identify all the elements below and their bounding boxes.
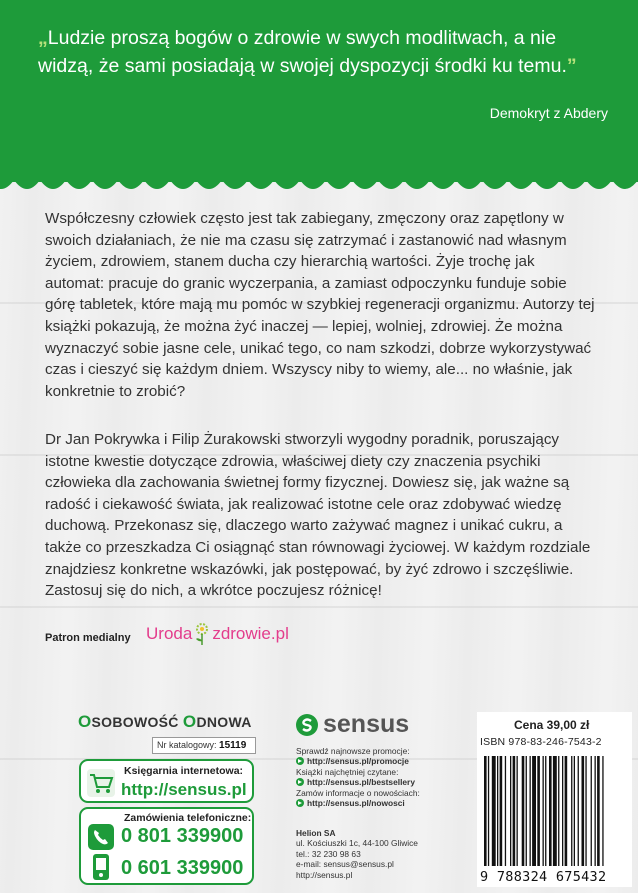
company-name: Helion SA xyxy=(296,828,336,838)
arrow-right-icon xyxy=(296,757,304,765)
shopping-cart-icon xyxy=(87,769,115,797)
barcode-digits: 9 788324 675432 xyxy=(480,869,607,885)
news-link[interactable]: http://sensus.pl/nowosci xyxy=(307,798,405,809)
uroda-zdrowie-logo xyxy=(146,622,289,646)
promo-link[interactable]: http://sensus.pl/promocje xyxy=(307,756,409,767)
arrow-right-icon xyxy=(296,799,304,807)
series-logo xyxy=(78,712,252,732)
quote-text xyxy=(38,24,608,80)
publisher-links xyxy=(296,746,466,808)
online-shop-box xyxy=(79,759,254,803)
promo-label: Sprawdź najnowsze promocje: xyxy=(296,746,410,756)
phone-icon xyxy=(87,823,115,851)
barcode-bar xyxy=(537,756,540,866)
barcode-bar xyxy=(591,756,592,866)
barcode-bar xyxy=(505,756,506,866)
barcode-bar xyxy=(562,756,563,866)
barcode-bar xyxy=(530,756,531,866)
barcode-icon xyxy=(480,756,630,866)
barcode-bar xyxy=(549,756,552,866)
news-link-row[interactable] xyxy=(296,798,466,808)
company-www[interactable]: http://sensus.pl xyxy=(296,869,353,880)
barcode-bar xyxy=(597,756,600,866)
barcode-bar xyxy=(602,756,603,866)
barcode-bar xyxy=(543,756,544,866)
series-word1: SOBOWOŚĆ xyxy=(91,714,179,730)
barcode-bar xyxy=(492,756,496,866)
barcode-bar xyxy=(574,756,575,866)
shop-label: Księgarnia internetowa: xyxy=(124,765,244,777)
patron-label: Patron medialny xyxy=(45,632,131,644)
price: Cena 39,00 zł xyxy=(514,718,590,732)
flower-icon xyxy=(192,622,212,646)
series-o2: O xyxy=(182,712,197,731)
series-word2: DNOWA xyxy=(196,714,252,730)
barcode-bar xyxy=(558,756,559,866)
uroda-logo-right: zdrowie.pl xyxy=(212,624,289,643)
barcode-bar xyxy=(553,756,557,866)
barcode-bar xyxy=(500,756,503,866)
barcode-bar xyxy=(488,756,489,866)
landline-number[interactable]: 0 801 339900 xyxy=(121,825,244,847)
description-paragraph-2: Dr Jan Pokrywka i Filip Żurakowski stworzyli wygodny poradnik, poruszający istotne kwestie dotyczące zdrowia, właściwej diety czy znaczenia psychiki człowieka dla zachowania świetnej formy fizycznej. Dowiesz się, jak ważne są radość i ciekawość świata, jak realizować istotne cele oraz zdobywać wiedzę duchową. Przekonasz się, dlaczego warto zażywać magnez i unikać cukru, a także co przeszkadza Ci osiągnąć stan równowagi życiowej. W każdym rozdziale znajdziesz konkretne wskazówki, jak postępować, by żyć zdrowo i szczęśliwie. Zastosuj się do nich, a wkrótce poczujesz różnicę! xyxy=(45,431,591,600)
barcode-bar xyxy=(578,756,579,866)
barcode-bar xyxy=(565,756,568,866)
company-address: ul. Kościuszki 1c, 44-100 Gliwice xyxy=(296,838,418,849)
barcode-bar xyxy=(582,756,585,866)
series-o1: O xyxy=(78,712,92,731)
news-label: Zamów informacje o nowościach: xyxy=(296,787,420,798)
barcode-bar xyxy=(522,756,525,866)
sensus-s-icon xyxy=(295,713,319,737)
sensus-logo xyxy=(295,710,409,739)
promo-link-row[interactable] xyxy=(296,756,466,766)
barcode-bar xyxy=(497,756,498,866)
price-barcode-box xyxy=(477,712,632,887)
barcode-bar xyxy=(513,756,516,866)
barcode-bar xyxy=(545,756,546,866)
bestseller-label: Książki najchętniej czytane: xyxy=(296,766,399,777)
barcode-bar xyxy=(510,756,511,866)
bestseller-link[interactable]: http://sensus.pl/bestsellery xyxy=(307,777,415,788)
quote-open-mark: „ xyxy=(38,27,48,49)
barcode-bar xyxy=(595,756,596,866)
quote-author: Demokryt z Abdery xyxy=(489,105,608,121)
catalog-number: 15119 xyxy=(219,740,247,751)
barcode-bar xyxy=(526,756,527,866)
quote-close-mark: ” xyxy=(566,55,577,77)
company-tel: tel.: 32 230 98 63 xyxy=(296,848,361,859)
mobile-phone-icon xyxy=(87,853,115,881)
mobile-number[interactable]: 0 601 339900 xyxy=(121,857,244,879)
phone-label: Zamówienia telefoniczne: xyxy=(124,812,252,824)
phone-orders-box xyxy=(79,807,254,885)
barcode-bar xyxy=(585,756,586,866)
barcode-bar xyxy=(571,756,572,866)
quote-body: Ludzie proszą bogów o zdrowie w swych modlitwach, a nie widzą, że sami posiadają w swojej dyspozycji środki ku temu. xyxy=(38,27,567,77)
shop-url[interactable]: http://sensus.pl xyxy=(121,780,247,799)
uroda-logo-left: Uroda xyxy=(146,624,193,643)
description-paragraph-1: Współczesny człowiek często jest tak zabiegany, zmęczony oraz zapętlony w swoich działaniach, że nie ma czasu się zatrzymać i zastanowić nad własnym życiem, zdrowiem, stanem ducha czy hierarchią wartości. Żyje trochę jak automat: pracuje do granic wyczerpania, a zamiast odpoczynku funduje sobie górę tabletek, które mają mu pomóc w szybkiej regeneracji organizmu. Autorzy tej książki pokazują, że można żyć inaczej — lepiej, wolniej, zdrowiej. Że można wyznaczyć sobie jasne cele, unikać tego, co nam szkodzi, dobrze wykorzystywać czas i cieszyć się każdym dniem. Wszyscy niby to wiemy, ale... no właśnie, jak konkretnie to zrobić? xyxy=(45,210,595,400)
barcode-bar xyxy=(517,756,518,866)
isbn: ISBN 978-83-246-7543-2 xyxy=(480,736,602,748)
company-email[interactable]: e-mail: sensus@sensus.pl xyxy=(296,859,394,870)
barcode-bar xyxy=(484,756,487,866)
bestseller-link-row[interactable] xyxy=(296,777,466,787)
catalog-number-box xyxy=(152,737,256,754)
catalog-label: Nr katalogowy: xyxy=(157,740,217,750)
publisher-address xyxy=(296,828,466,880)
arrow-right-icon xyxy=(296,778,304,786)
barcode-bar xyxy=(532,756,536,866)
scalloped-edge xyxy=(0,160,638,200)
sensus-brand: sensus xyxy=(323,710,410,738)
